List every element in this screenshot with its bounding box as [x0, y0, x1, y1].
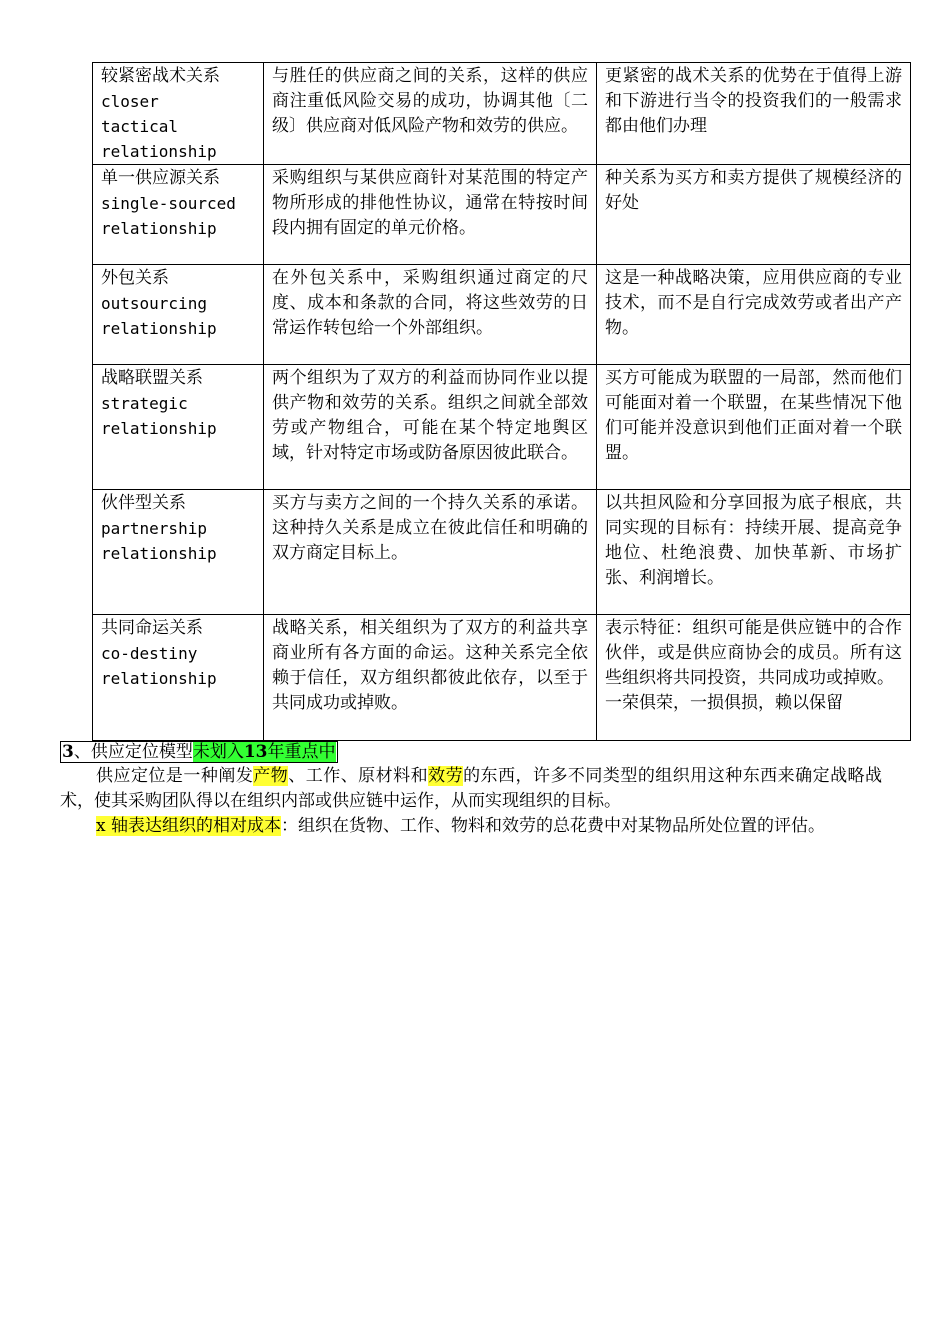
relationship-definition: 两个组织为了双方的利益而协同作业以提供产物和效劳的关系。组织之间就全部效劳或产物组合，可能在某个特定地舆区域，针对特定市场或防备原因彼此联合。 [264, 365, 597, 490]
section-highlight [193, 742, 336, 762]
table-row [93, 265, 911, 365]
relationship-name-en: single-sourced relationship [101, 194, 236, 238]
relationship-name-zh: 共同命运关系 [101, 618, 203, 638]
section-number: 3 [62, 742, 74, 762]
section-heading-box [60, 741, 338, 763]
relationship-name-en: partnership relationship [101, 519, 217, 563]
relationship-name-cell [93, 165, 264, 265]
relationship-name-cell [93, 265, 264, 365]
relationship-name-cell [93, 490, 264, 615]
highlight-year: 13 [243, 742, 268, 762]
relationship-name-cell [93, 615, 264, 741]
relationship-name-zh: 单一供应源关系 [101, 168, 220, 188]
relationship-definition: 与胜任的供应商之间的关系，这样的供应商注重低风险交易的成功，协调其他〔二级〕供应商对低风险产物和效劳的供应。 [264, 63, 597, 165]
relationship-note: 买方可能成为联盟的一局部，然而他们可能面对着一个联盟，在某些情况下他们可能并没意识到他们正面对着一个联盟。 [597, 365, 911, 490]
table-row [93, 365, 911, 490]
relationship-name-zh: 较紧密战术关系 [101, 66, 220, 86]
relationship-note: 以共担风险和分享回报为底子根底，共同实现的目标有：持续开展、提高竞争地位、杜绝浪费、加快革新、市场扩张、利润增长。 [597, 490, 911, 615]
highlighted-term: 效劳 [428, 766, 464, 786]
section-heading [60, 740, 338, 764]
relationship-name-en: co-destiny relationship [101, 644, 217, 688]
relationship-note: 更紧密的战术关系的优势在于值得上游和下游进行当令的投资我们的一般需求都由他们办理 [597, 63, 911, 165]
relationship-name-zh: 外包关系 [101, 268, 169, 288]
table-row [93, 615, 911, 741]
table-row [93, 165, 911, 265]
highlighted-term: 产物 [253, 766, 289, 786]
table-row [93, 63, 911, 165]
relationship-note: 表示特征：组织可能是供应链中的合作伙伴，或是供应商协会的成员。所有这些组织将共同投资，共同成功或掉败。 一荣俱荣，一损俱损，赖以保留 [597, 615, 911, 741]
paragraph-text: ：组织在货物、工作、物料和效劳的总花费中对某物品所处位置的评估。 [281, 816, 825, 836]
relationship-name-en: strategic relationship [101, 394, 217, 438]
paragraph-text: 、工作、原材料和 [288, 766, 429, 786]
relationship-name-zh: 伙伴型关系 [101, 493, 186, 513]
x-axis-paragraph [60, 814, 882, 839]
paragraph-text: 的东西，许多不同类型的组织用这种东西来确定战略战术，使其采购团队得以在组织内部或供应链中运作，从而实现组织的目标。 [60, 766, 883, 811]
relationship-name-cell [93, 365, 264, 490]
highlight-text-pre: 未划入 [192, 742, 244, 762]
relationship-name-cell [93, 63, 264, 165]
relationship-definition: 战略关系，相关组织为了双方的利益共享商业所有各方面的命运。这种关系完全依赖于信任，双方组织都彼此依存，以至于共同成功或掉败。 [264, 615, 597, 741]
relationship-definition: 买方与卖方之间的一个持久关系的承诺。这种持久关系是成立在彼此信任和明确的双方商定目标上。 [264, 490, 597, 615]
relationship-name-en: closer tactical relationship [101, 92, 217, 161]
table-row [93, 490, 911, 615]
section-title: 、供应定位模型 [73, 742, 193, 762]
relationship-table [92, 62, 911, 741]
relationship-name-zh: 战略联盟关系 [101, 368, 203, 388]
intro-paragraph [60, 764, 882, 814]
relationship-note: 种关系为买方和卖方提供了规模经济的好处 [597, 165, 911, 265]
highlight-text-post: 年重点中 [267, 742, 336, 762]
relationship-note: 这是一种战略决策，应用供应商的专业技术，而不是自行完成效劳或者出产产物。 [597, 265, 911, 365]
paragraph-text: 供应定位是一种阐发 [96, 766, 254, 786]
relationship-definition: 在外包关系中，采购组织通过商定的尺度、成本和条款的合同，将这些效劳的日常运作转包给一个外部组织。 [264, 265, 597, 365]
highlighted-term: x 轴表达组织的相对成本 [96, 816, 281, 836]
relationship-definition: 采购组织与某供应商针对某范围的特定产物所形成的排他性协议，通常在特按时间段内拥有固定的单元价格。 [264, 165, 597, 265]
relationship-name-en: outsourcing relationship [101, 294, 217, 338]
